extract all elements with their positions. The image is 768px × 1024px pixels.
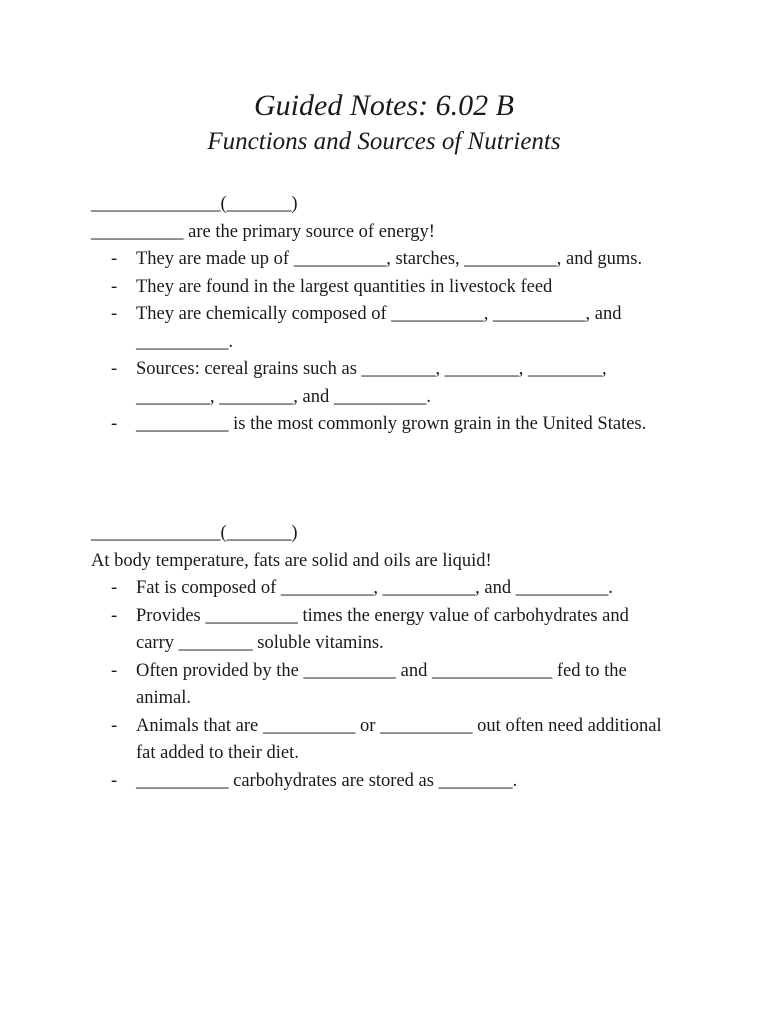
list-item: - They are found in the largest quantities in livestock feed (91, 274, 691, 302)
list-item: - __________ carbohydrates are stored as ________. (91, 768, 691, 796)
dash-marker: - (111, 276, 118, 297)
dash-marker: - (111, 770, 118, 791)
section-intro: At body temperature, fats are solid and oils are liquid! (91, 550, 492, 571)
bullet-list (91, 575, 691, 795)
list-item: - Provides __________ times the energy value of carbohydrates and carry ________ soluble vitamins. (91, 603, 691, 658)
bullet-list (91, 246, 691, 439)
list-item: - Sources: cereal grains such as ________, ________, ________, ________, ________, and __________. (91, 356, 691, 411)
section-heading-blank: ______________(_______) (91, 194, 298, 214)
section-carbohydrates (91, 191, 691, 439)
dash-marker: - (111, 414, 118, 434)
dash-marker: - (111, 249, 118, 269)
dash-marker: - (111, 304, 118, 324)
section-intro: __________ are the primary source of energy! (91, 221, 435, 242)
section-fats (91, 520, 691, 795)
page-subtitle: Functions and Sources of Nutrients (207, 128, 561, 155)
section-heading-blank: ______________(_______) (91, 523, 298, 543)
list-item: - They are made up of __________, starches, __________, and gums. (91, 246, 691, 274)
dash-marker: - (111, 359, 118, 379)
dash-marker: - (111, 715, 118, 736)
list-item: - They are chemically composed of __________, __________, and __________. (91, 301, 691, 356)
dash-marker: - (111, 578, 118, 598)
list-item: - __________ is the most commonly grown grain in the United States. (91, 411, 691, 439)
list-item: - Animals that are __________ or __________ out often need additional fat added to their diet. (91, 713, 691, 768)
list-item: - Fat is composed of __________, __________, and __________. (91, 575, 691, 603)
list-item: - Often provided by the __________ and _____________ fed to the animal. (91, 658, 691, 713)
page-title: Guided Notes: 6.02 B (254, 89, 514, 122)
dash-marker: - (111, 605, 118, 626)
dash-marker: - (111, 660, 118, 681)
